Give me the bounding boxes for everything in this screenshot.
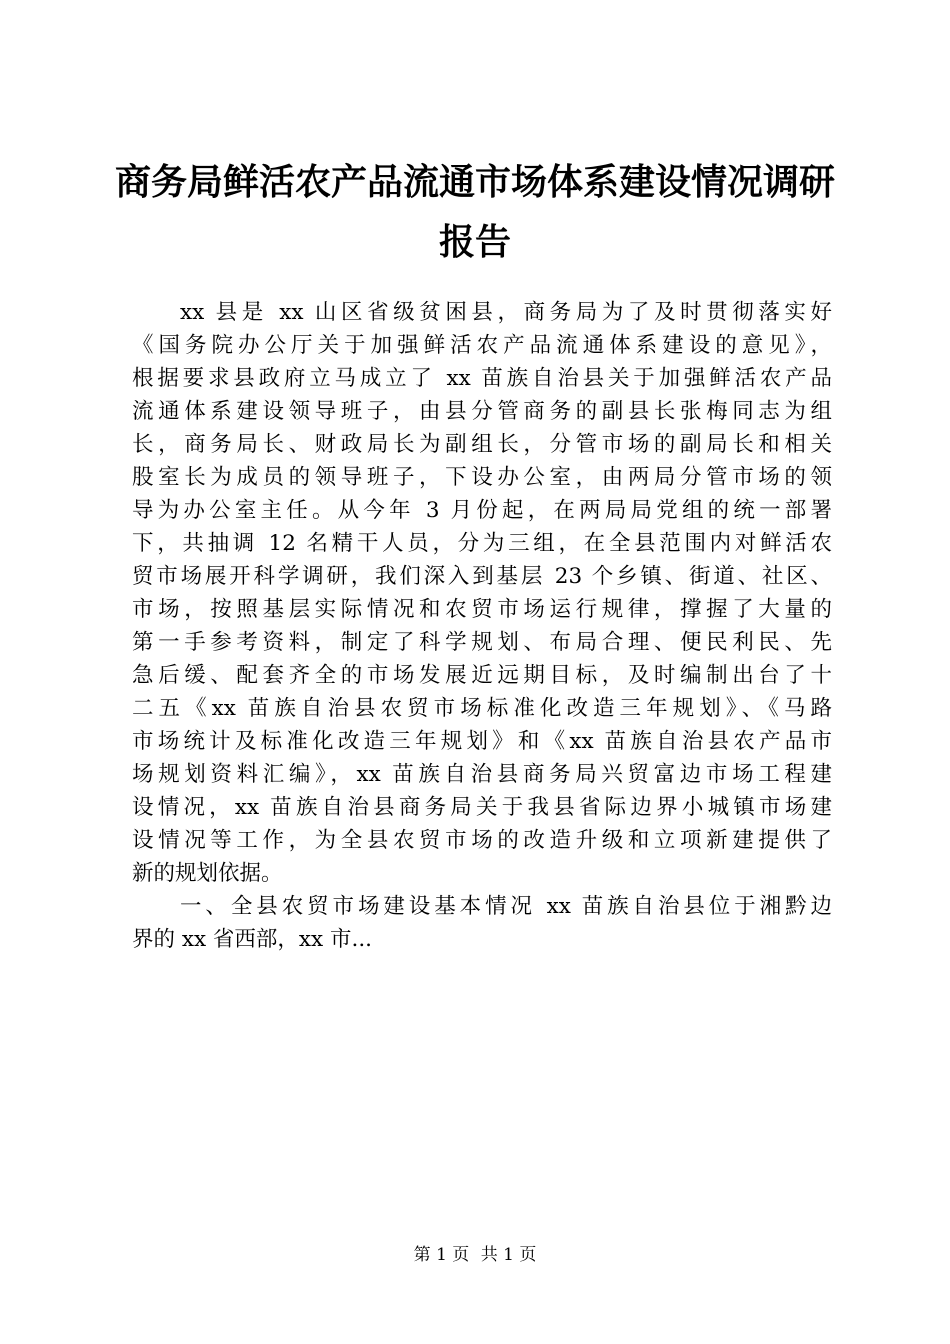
body-line: 第一手参考资料，制定了科学规划、布局合理、便民利民、先 — [132, 630, 832, 655]
body-line: 长，商务局长、财政局长为副组长，分管市场的副局长和相关 — [132, 432, 832, 457]
body-line: 根据要求县政府立马成立了 xx 苗族自治县关于加强鲜活农产品 — [132, 366, 832, 391]
page-number-current: 第 1 页 — [413, 1245, 470, 1265]
page-number-total: 共 1 页 — [480, 1245, 537, 1265]
body-line: 一、全县农贸市场建设基本情况 xx 苗族自治县位于湘黔边 — [180, 894, 832, 919]
body-line: 流通体系建设领导班子，由县分管商务的副县长张梅同志为组 — [132, 399, 832, 424]
body-line: 《国务院办公厅关于加强鲜活农产品流通体系建设的意见》， — [132, 333, 832, 358]
body-line: 下，共抽调 12 名精干人员，分为三组，在全县范围内对鲜活农 — [132, 531, 832, 556]
body-line: 急后缓、配套齐全的市场发展近远期目标，及时编制出台了十 — [132, 663, 832, 688]
body-line: xx 县是 xx 山区省级贫困县，商务局为了及时贯彻落实好 — [180, 300, 832, 325]
body-line: 市场，按照基层实际情况和农贸市场运行规律，撑握了大量的 — [132, 597, 832, 622]
body-line: 贸市场展开科学调研，我们深入到基层 23 个乡镇、街道、社区、 — [132, 564, 832, 589]
document-title-line-1: 商务局鲜活农产品流通市场体系建设情况调研 — [114, 161, 835, 203]
document-body — [132, 296, 832, 956]
body-line: 设情况等工作，为全县农贸市场的改造升级和立项新建提供了 — [132, 828, 832, 853]
body-line: 二五《xx 苗族自治县农贸市场标准化改造三年规划》、《马路 — [132, 696, 832, 721]
document-title-line-2: 报告 — [438, 221, 511, 263]
body-line: 股室长为成员的领导班子，下设办公室，由两局分管市场的领 — [132, 465, 832, 490]
body-line: 界的 xx 省西部，xx 市... — [132, 927, 373, 952]
body-line: 导为办公室主任。从今年 3 月份起，在两局局党组的统一部署 — [132, 498, 832, 523]
page-footer — [0, 1245, 950, 1265]
body-line: 新的规划依据。 — [132, 861, 283, 886]
body-line: 市场统计及标准化改造三年规划》和《xx 苗族自治县农产品市 — [132, 729, 832, 754]
body-line: 场规划资料汇编》，xx 苗族自治县商务局兴贸富边市场工程建 — [132, 762, 832, 787]
body-line: 设情况，xx 苗族自治县商务局关于我县省际边界小城镇市场建 — [132, 795, 832, 820]
